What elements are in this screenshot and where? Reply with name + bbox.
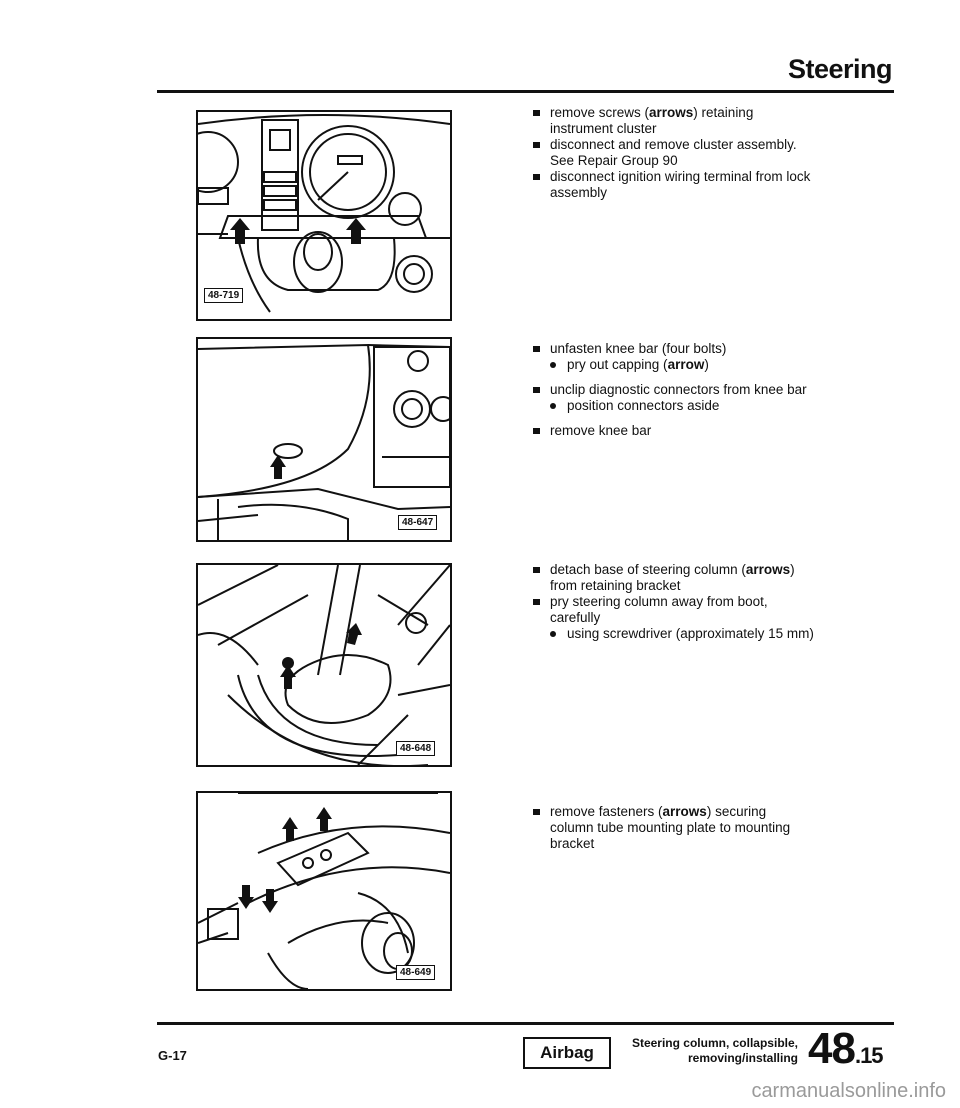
substep-using-screwdriver — [533, 626, 913, 642]
step-text: assembly — [550, 185, 608, 200]
figure-mounting-plate — [196, 791, 452, 991]
step-text-emphasis: arrow — [667, 357, 705, 372]
step-text: detach base of steering column ( — [550, 562, 746, 577]
square-bullet-icon — [533, 387, 540, 393]
step-text: remove fasteners ( — [550, 804, 663, 819]
step-text: ) retaining — [693, 105, 754, 120]
square-bullet-icon — [533, 110, 540, 116]
step-text: from retaining bracket — [550, 578, 681, 593]
instructions-group-3 — [533, 562, 913, 642]
page-number-minor: .15 — [854, 1043, 883, 1068]
mounting-plate-drawing — [198, 793, 450, 989]
step-text: using screwdriver (approximately 15 mm) — [567, 626, 814, 641]
step-text: bracket — [550, 836, 595, 851]
figure-label: 48-647 — [398, 515, 437, 530]
figure-knee-bar — [196, 337, 452, 542]
figure-steering-column-base — [196, 563, 452, 767]
page-title: Steering — [787, 54, 892, 84]
square-bullet-icon — [533, 174, 540, 180]
step-disconnect-ignition — [533, 169, 913, 201]
footer-description-line: Steering column, collapsible, — [631, 1036, 798, 1050]
page-number-major: 48 — [808, 1024, 855, 1073]
step-remove-screws — [533, 105, 913, 137]
round-bullet-icon — [550, 403, 556, 409]
instructions-group-2 — [533, 341, 913, 439]
instructions-group-4 — [533, 804, 913, 852]
step-disconnect-cluster — [533, 137, 913, 169]
footer-description — [612, 1036, 798, 1066]
footer-description-line: removing/installing — [687, 1051, 798, 1065]
step-pry-column — [533, 594, 913, 626]
step-text: column tube mounting plate to mounting — [550, 820, 791, 835]
step-text: ) — [704, 357, 709, 372]
step-unclip-connectors — [533, 382, 913, 398]
step-text-emphasis: arrows — [745, 562, 791, 577]
figure-instrument-cluster — [196, 110, 452, 321]
knee-bar-drawing — [198, 339, 450, 540]
step-detach-column-base — [533, 562, 913, 594]
step-text: position connectors aside — [567, 398, 720, 413]
footer-page-code: G-17 — [158, 1048, 187, 1063]
step-text: instrument cluster — [550, 121, 657, 136]
header-rule — [157, 90, 894, 93]
step-text: unfasten knee bar (four bolts) — [550, 341, 727, 356]
instructions-group-1 — [533, 105, 913, 201]
step-text-emphasis: arrows — [649, 105, 694, 120]
square-bullet-icon — [533, 809, 540, 815]
step-text: remove screws ( — [550, 105, 650, 120]
step-text-emphasis: arrows — [662, 804, 707, 819]
step-remove-knee-bar — [533, 423, 913, 439]
figure-label: 48-719 — [204, 288, 243, 303]
substep-position-connectors — [533, 398, 913, 414]
step-unfasten-knee-bar — [533, 341, 913, 357]
step-text: pry steering column away from boot, — [550, 594, 768, 609]
step-text: unclip diagnostic connectors from knee bar — [550, 382, 807, 397]
round-bullet-icon — [550, 631, 556, 637]
footer-rule — [157, 1022, 894, 1025]
square-bullet-icon — [533, 599, 540, 605]
step-text: pry out capping ( — [567, 357, 668, 372]
square-bullet-icon — [533, 346, 540, 352]
step-text: ) — [790, 562, 795, 577]
round-bullet-icon — [550, 362, 556, 368]
watermark-text: carmanualsonline.info — [751, 1080, 946, 1102]
square-bullet-icon — [533, 428, 540, 434]
step-text: disconnect and remove cluster assembly. — [550, 137, 797, 152]
figure-label: 48-648 — [396, 741, 435, 756]
step-text: ) securing — [706, 804, 767, 819]
step-text: carefully — [550, 610, 601, 625]
figure-label: 48-649 — [396, 965, 435, 980]
substep-pry-capping — [533, 357, 913, 373]
step-text: See Repair Group 90 — [550, 153, 678, 168]
square-bullet-icon — [533, 567, 540, 573]
steering-column-base-drawing — [198, 565, 450, 765]
section-badge: Airbag — [523, 1037, 611, 1069]
page-number — [808, 1024, 883, 1078]
square-bullet-icon — [533, 142, 540, 148]
step-text: disconnect ignition wiring terminal from lock — [550, 169, 811, 184]
step-text: remove knee bar — [550, 423, 652, 438]
step-remove-fasteners — [533, 804, 913, 852]
